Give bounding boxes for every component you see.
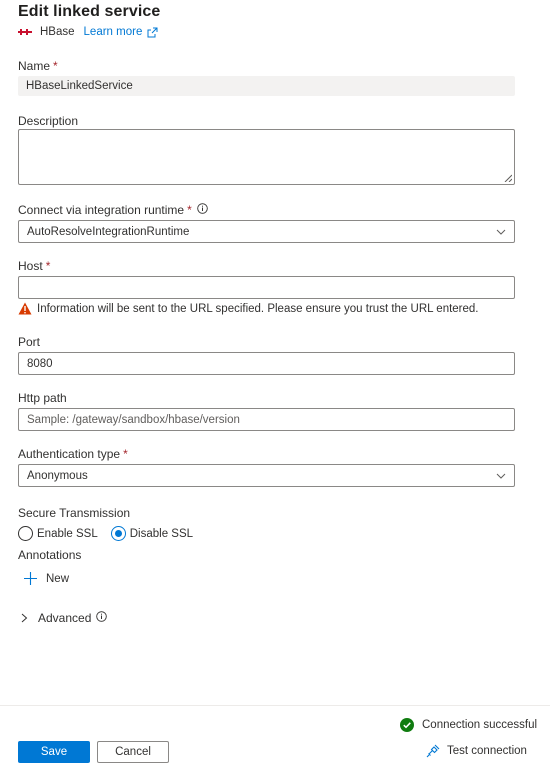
check-circle-icon bbox=[400, 718, 414, 732]
host-label: Host * bbox=[18, 259, 51, 273]
required-mark: * bbox=[45, 259, 51, 273]
name-label: Name * bbox=[18, 59, 58, 73]
panel-title: Edit linked service bbox=[18, 3, 161, 20]
runtime-label: Connect via integration runtime * bbox=[18, 203, 208, 217]
new-annotation-button[interactable] bbox=[24, 572, 69, 585]
external-link-icon bbox=[147, 27, 158, 38]
auth-label: Authentication type * bbox=[18, 447, 128, 461]
chevron-down-icon bbox=[496, 473, 506, 479]
plus-icon bbox=[24, 572, 37, 585]
port-label: Port bbox=[18, 335, 41, 349]
chevron-right-icon bbox=[21, 613, 28, 623]
save-button[interactable]: Save bbox=[18, 741, 90, 763]
info-icon[interactable] bbox=[197, 203, 208, 214]
hbase-logo-icon bbox=[18, 28, 32, 36]
service-name: HBase bbox=[40, 26, 75, 38]
learn-more-label: Learn more bbox=[83, 26, 143, 38]
required-mark: * bbox=[123, 447, 128, 461]
host-warning-text: Information will be sent to the URL specified. Please ensure you trust the URL entered. bbox=[37, 302, 479, 315]
service-subheader bbox=[18, 24, 158, 40]
footer-divider bbox=[0, 705, 550, 706]
enable-ssl-label: Enable SSL bbox=[37, 527, 98, 540]
enable-ssl-radio[interactable] bbox=[18, 526, 33, 541]
advanced-label: Advanced bbox=[38, 611, 92, 625]
resize-grip-icon[interactable] bbox=[504, 174, 512, 182]
annotations-label: Annotations bbox=[18, 548, 82, 562]
name-field[interactable]: HBaseLinkedService bbox=[18, 76, 515, 96]
secure-transmission-group bbox=[18, 526, 206, 541]
connection-status-text: Connection successful bbox=[422, 719, 538, 731]
runtime-value: AutoResolveIntegrationRuntime bbox=[27, 225, 190, 238]
enable-ssl-option[interactable] bbox=[18, 526, 98, 541]
plug-icon bbox=[426, 744, 440, 758]
learn-more-link[interactable] bbox=[84, 26, 159, 38]
disable-ssl-option[interactable] bbox=[111, 526, 193, 541]
test-connection-label: Test connection bbox=[447, 745, 527, 757]
description-label: Description bbox=[18, 114, 79, 128]
host-input[interactable] bbox=[18, 276, 515, 299]
required-mark: * bbox=[187, 203, 192, 217]
disable-ssl-label: Disable SSL bbox=[129, 527, 194, 540]
info-icon[interactable] bbox=[96, 611, 107, 622]
http-path-label: Http path bbox=[18, 391, 67, 405]
port-input[interactable]: 8080 bbox=[18, 352, 515, 375]
description-textarea[interactable] bbox=[18, 129, 515, 185]
chevron-down-icon bbox=[496, 229, 506, 235]
test-connection-button[interactable] bbox=[426, 744, 527, 758]
host-warning bbox=[18, 302, 479, 315]
required-mark: * bbox=[53, 59, 58, 73]
advanced-toggle[interactable] bbox=[18, 611, 107, 625]
new-annotation-label: New bbox=[46, 572, 70, 585]
cancel-button[interactable]: Cancel bbox=[97, 741, 169, 763]
connection-status bbox=[400, 718, 537, 732]
runtime-dropdown[interactable] bbox=[18, 220, 515, 243]
warning-icon bbox=[18, 302, 32, 315]
auth-dropdown[interactable] bbox=[18, 464, 515, 487]
auth-value: Anonymous bbox=[27, 469, 88, 482]
secure-transmission-label: Secure Transmission bbox=[18, 506, 131, 520]
disable-ssl-radio[interactable] bbox=[111, 526, 126, 541]
http-path-input[interactable]: Sample: /gateway/sandbox/hbase/version bbox=[18, 408, 515, 431]
